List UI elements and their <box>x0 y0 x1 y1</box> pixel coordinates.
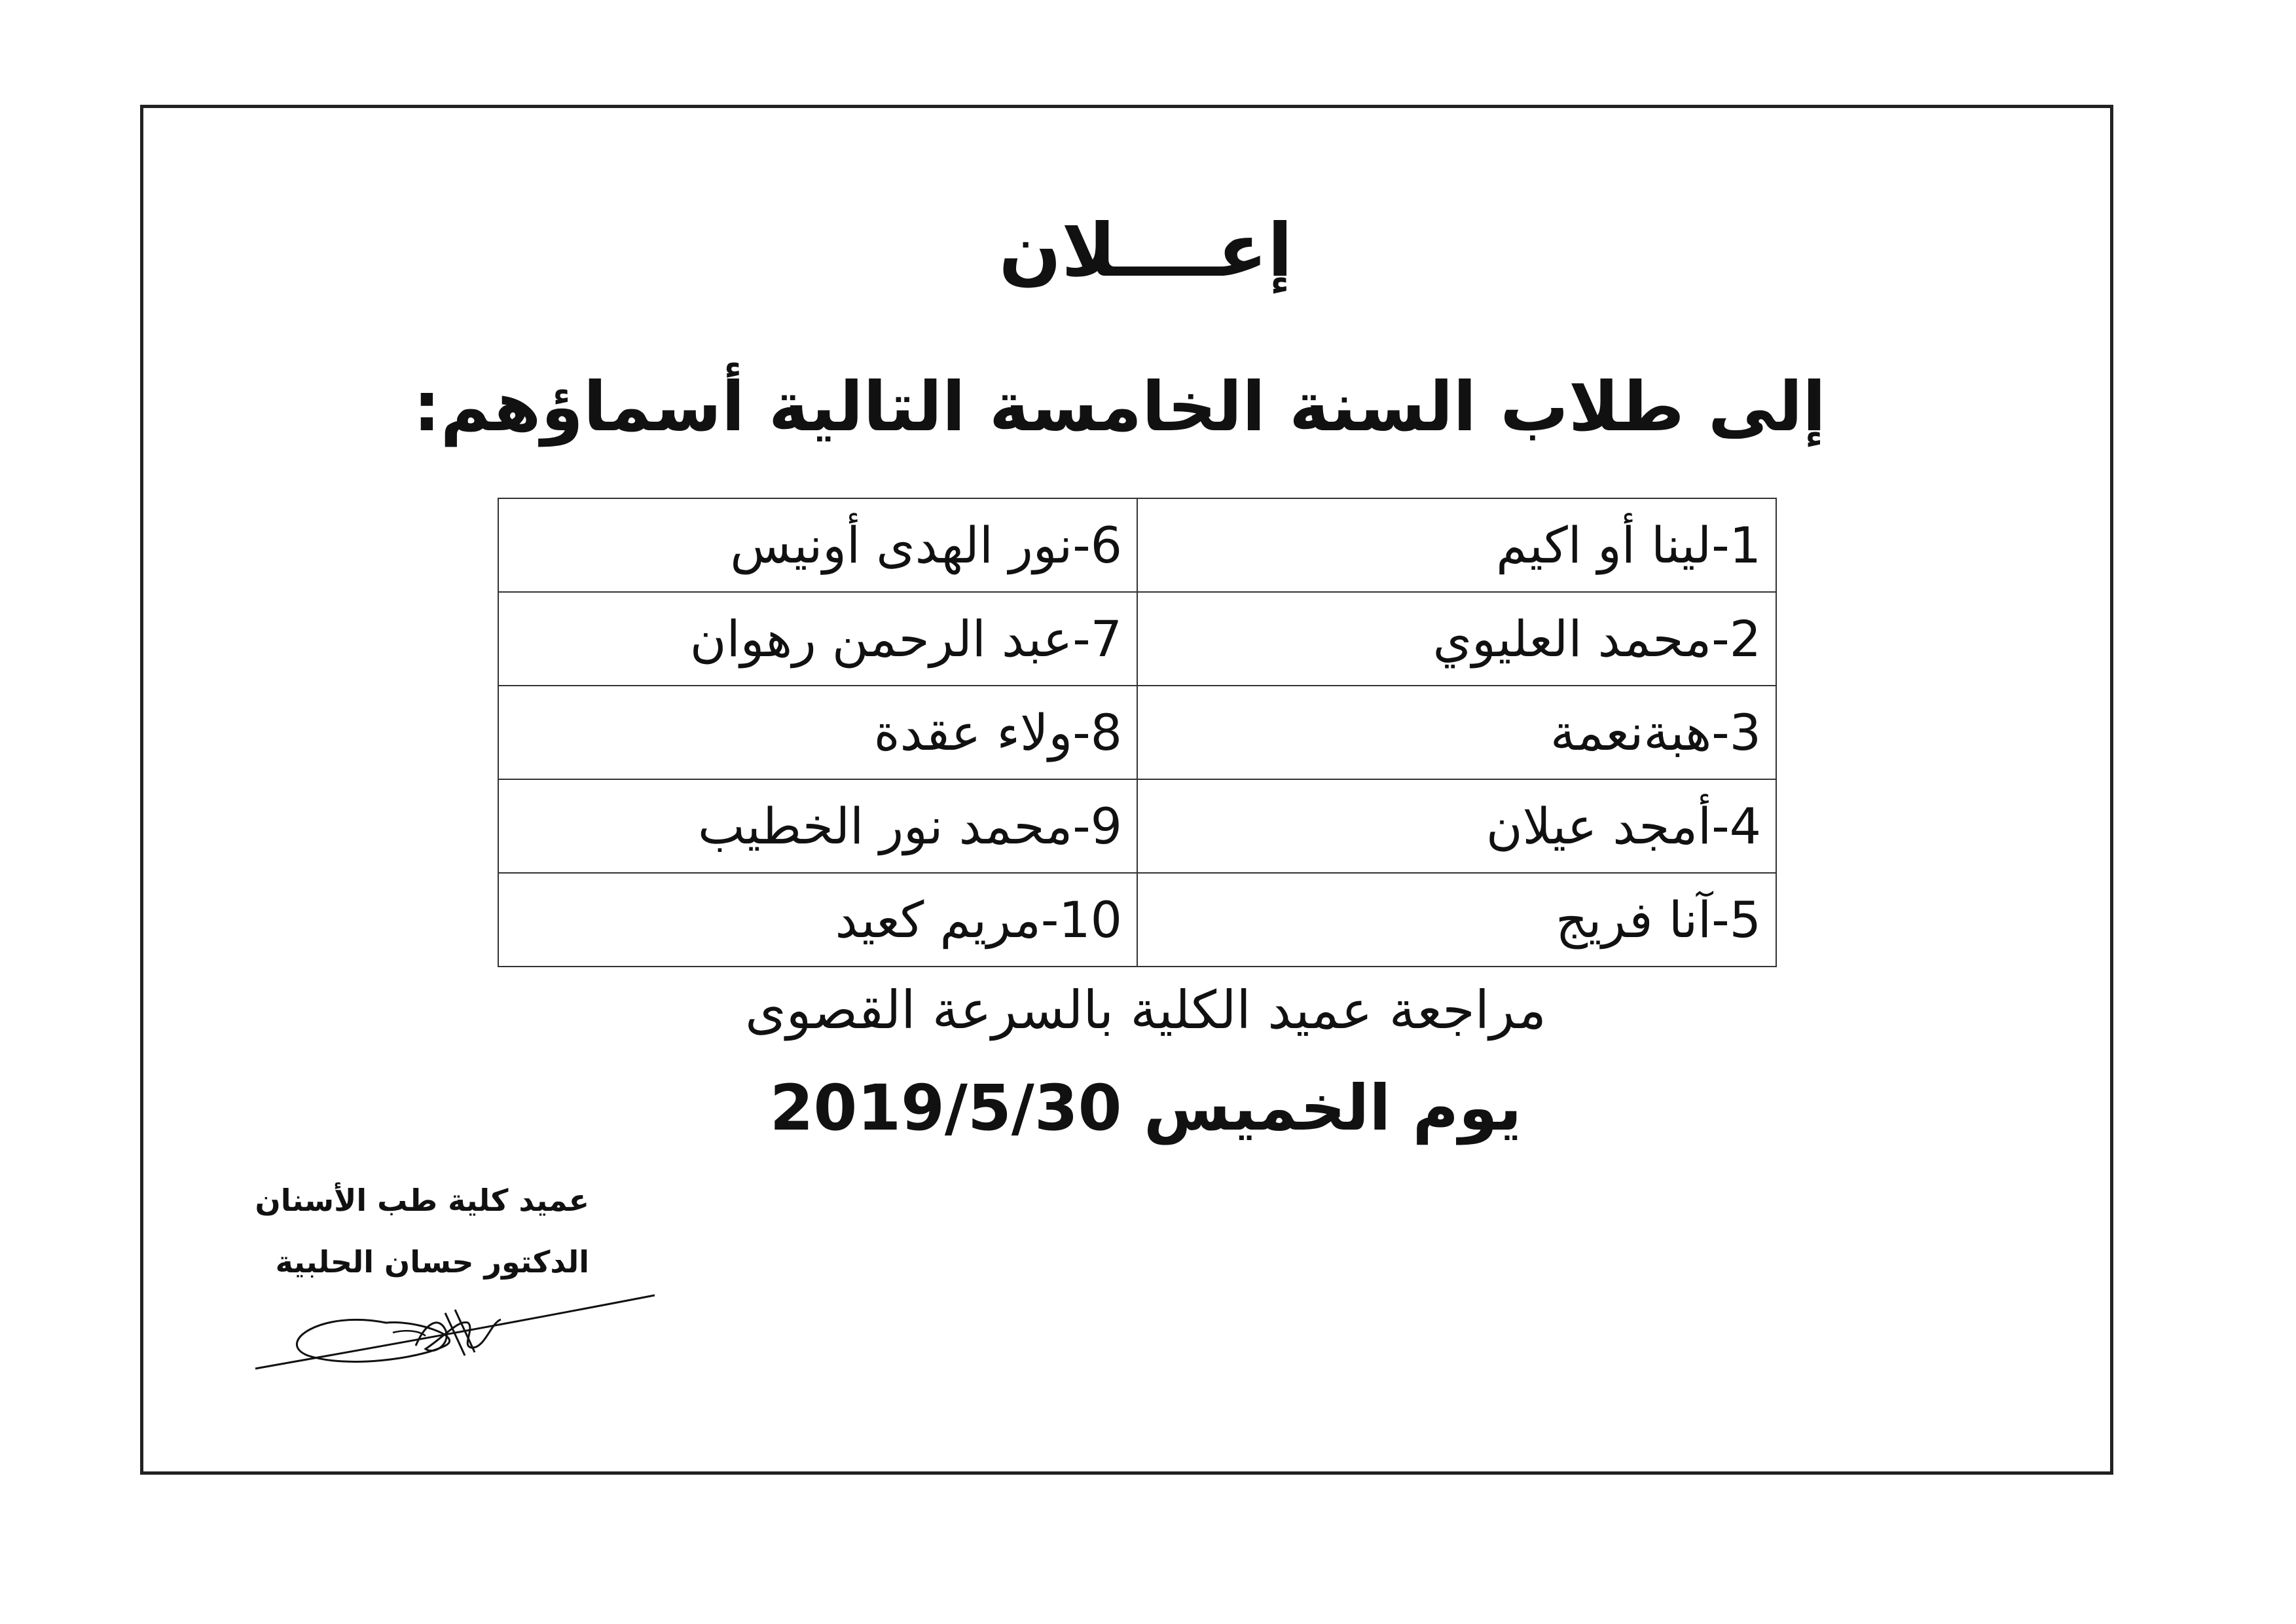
student-cell: 5-آنا فريج <box>1137 873 1776 967</box>
table-row <box>498 498 1776 592</box>
student-cell: 10-مريم كعيد <box>498 873 1137 967</box>
table-row <box>498 779 1776 873</box>
date-line: يوم الخميس 2019/5/30 <box>769 1071 1522 1145</box>
student-cell: 1-لينا أو اكيم <box>1137 498 1776 592</box>
student-cell: 6-نور الهدى أونيس <box>498 498 1137 592</box>
instruction-text: مراجعة عميد الكلية بالسرعة القصوى <box>745 980 1546 1041</box>
table-row <box>498 873 1776 967</box>
students-table <box>498 498 1777 967</box>
student-cell: 2-محمد العليوي <box>1137 592 1776 686</box>
student-cell: 8-ولاء عقدة <box>498 686 1137 779</box>
handwritten-signature <box>249 1283 668 1382</box>
student-cell: 4-أمجد عيلان <box>1137 779 1776 873</box>
announcement-title: إعــــلان <box>998 208 1293 293</box>
signatory-title: عميد كلية طب الأسنان <box>255 1183 589 1218</box>
signatory-name: الدكتور حسان الحلبية <box>275 1244 589 1280</box>
table-row <box>498 592 1776 686</box>
announcement-subtitle: إلى طلاب السنة الخامسة التالية أسماؤهم: <box>413 367 1826 447</box>
student-cell: 3-هبةنعمة <box>1137 686 1776 779</box>
student-cell: 9-محمد نور الخطيب <box>498 779 1137 873</box>
student-cell: 7-عبد الرحمن رهوان <box>498 592 1137 686</box>
table-row <box>498 686 1776 779</box>
